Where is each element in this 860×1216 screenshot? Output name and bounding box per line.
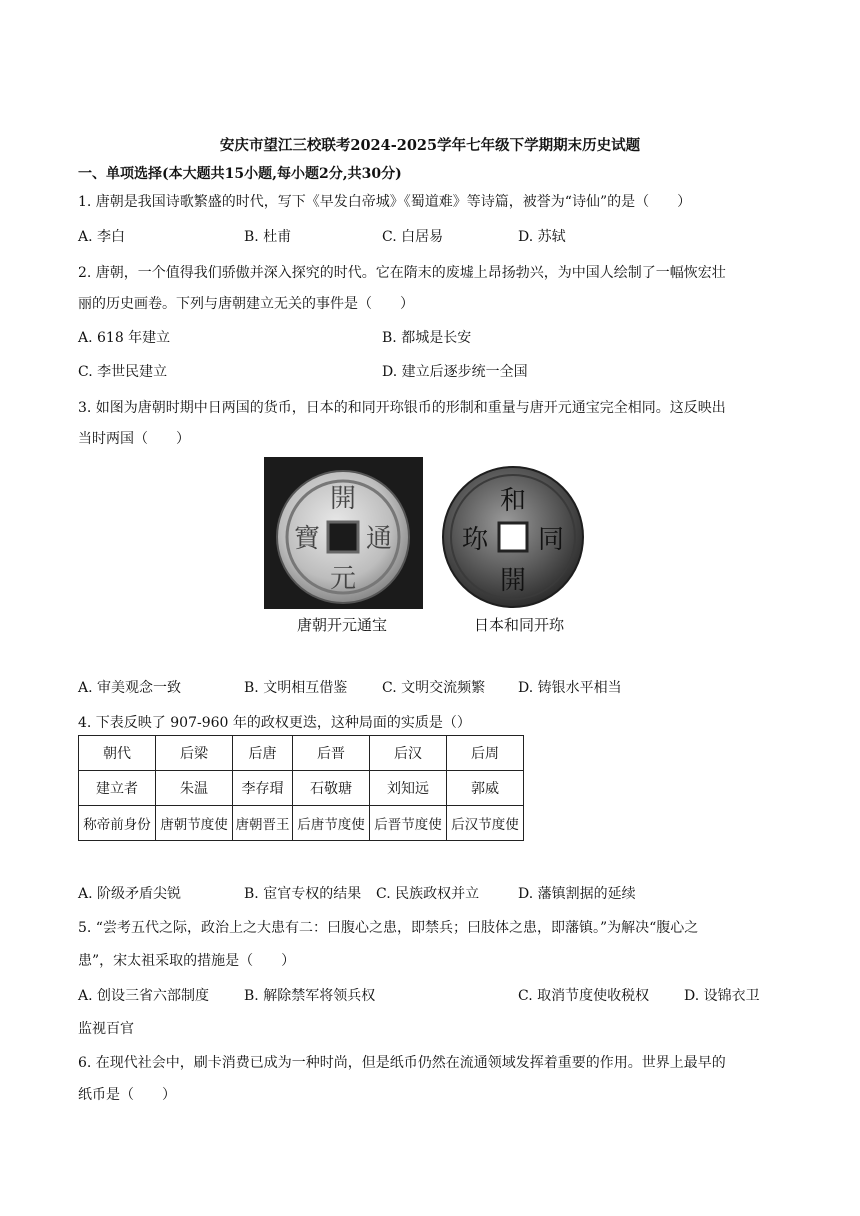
q5-option-b: B. 解除禁军将领兵权 bbox=[244, 988, 376, 1004]
table-cell: 后晋 bbox=[293, 736, 370, 771]
q1-option-d: D. 苏轼 bbox=[518, 229, 566, 245]
question-2-stem-line1: 2. 唐朝，一个值得我们骄傲并深入探究的时代。它在隋末的废墟上昂扬勃兴，为中国人绘制了一幅恢宏壮 bbox=[78, 265, 726, 281]
wado-char-top: 和 bbox=[499, 486, 527, 516]
q1-option-b: B. 杜甫 bbox=[244, 229, 292, 245]
table-cell: 朝代 bbox=[79, 736, 156, 771]
question-6-stem-line2: 纸币是（ ） bbox=[78, 1087, 176, 1103]
coin-figure bbox=[264, 457, 598, 640]
question-3-stem-line1: 3. 如图为唐朝时期中日两国的货币，日本的和同开珎银币的形制和重量与唐开元通宝完全相同。这反映出 bbox=[78, 400, 726, 416]
table-cell: 后汉节度使 bbox=[447, 806, 524, 841]
table-cell: 称帝前身份 bbox=[79, 806, 156, 841]
question-5-stem-line2: 患”，宋太祖采取的措施是（ ） bbox=[78, 953, 296, 969]
q3-option-a: A. 审美观念一致 bbox=[78, 680, 182, 696]
table-cell: 后唐 bbox=[233, 736, 293, 771]
wado-char-right: 同 bbox=[537, 525, 565, 555]
wadokaichin-caption: 日本和同开珎 bbox=[474, 616, 565, 634]
q5-option-c: C. 取消节度使收税权 bbox=[518, 988, 650, 1004]
question-2-stem-line2: 丽的历史画卷。下列与唐朝建立无关的事件是（ ） bbox=[78, 296, 414, 312]
q5-option-d-continuation: 监视百官 bbox=[78, 1021, 134, 1037]
table-cell: 唐朝晋王 bbox=[233, 806, 293, 841]
table-row bbox=[79, 806, 524, 841]
q5-option-a: A. 创设三省六部制度 bbox=[78, 988, 210, 1004]
q4-option-d: D. 藩镇割据的延续 bbox=[518, 886, 636, 902]
question-3-stem-line2: 当时两国（ ） bbox=[78, 431, 190, 447]
q2-option-a: A. 618 年建立 bbox=[78, 330, 171, 346]
table-cell: 后汉 bbox=[370, 736, 447, 771]
q4-option-b: B. 宦官专权的结果 bbox=[244, 886, 362, 902]
q3-option-b: B. 文明相互借鉴 bbox=[244, 680, 348, 696]
q2-option-c: C. 李世民建立 bbox=[78, 364, 168, 380]
wadokaichin-coin-icon bbox=[427, 457, 598, 609]
table-cell: 刘知远 bbox=[370, 771, 447, 806]
table-cell: 朱温 bbox=[156, 771, 233, 806]
table-row bbox=[79, 736, 524, 771]
table-cell: 后晋节度使 bbox=[370, 806, 447, 841]
page-title: 安庆市望江三校联考2024-2025学年七年级下学期期末历史试题 bbox=[219, 137, 641, 154]
q1-option-c: C. 白居易 bbox=[382, 229, 444, 245]
kaiyuan-char-left: 寶 bbox=[293, 524, 321, 554]
kaiyuan-char-top: 開 bbox=[329, 484, 357, 514]
q3-option-d: D. 铸银水平相当 bbox=[518, 680, 622, 696]
question-1-stem: 1. 唐朝是我国诗歌繁盛的时代，写下《早发白帝城》《蜀道难》等诗篇，被誉为“诗仙”的是（ ） bbox=[78, 194, 692, 210]
section-heading: 一、单项选择(本大题共15小题,每小题2分,共30分) bbox=[78, 166, 402, 182]
question-6-stem-line1: 6. 在现代社会中，刷卡消费已成为一种时尚，但是纸币仍然在流通领域发挥着重要的作用。世界上最早的 bbox=[78, 1055, 726, 1071]
kaiyuan-coin-icon bbox=[264, 457, 423, 609]
table-row bbox=[79, 771, 524, 806]
table-cell: 唐朝节度使 bbox=[156, 806, 233, 841]
q1-option-a: A. 李白 bbox=[78, 229, 126, 245]
kaiyuan-char-right: 通 bbox=[365, 524, 393, 554]
kaiyuan-char-bottom: 元 bbox=[329, 564, 357, 594]
table-cell: 后周 bbox=[447, 736, 524, 771]
kaiyuan-caption: 唐朝开元通宝 bbox=[297, 616, 388, 634]
q5-option-d: D. 设锦衣卫 bbox=[684, 988, 760, 1004]
table-cell: 后唐节度使 bbox=[293, 806, 370, 841]
q2-option-d: D. 建立后逐步统一全国 bbox=[382, 364, 528, 380]
q2-option-b: B. 都城是长安 bbox=[382, 330, 472, 346]
q3-option-c: C. 文明交流频繁 bbox=[382, 680, 486, 696]
table-cell: 郭威 bbox=[447, 771, 524, 806]
wado-char-bottom: 開 bbox=[499, 566, 527, 596]
question-5-stem-line1: 5. “尝考五代之际，政治上之大患有二：曰腹心之患，即禁兵；曰肢体之患，即藩镇。”为解决“腹心之 bbox=[78, 920, 699, 936]
table-cell: 后梁 bbox=[156, 736, 233, 771]
kaiyuan-coin-photo bbox=[264, 457, 423, 609]
regime-table bbox=[78, 735, 524, 841]
table-cell: 石敬瑭 bbox=[293, 771, 370, 806]
wado-char-left: 珎 bbox=[461, 525, 489, 555]
table-cell: 李存瑁 bbox=[233, 771, 293, 806]
table-cell: 建立者 bbox=[79, 771, 156, 806]
question-4-stem: 4. 下表反映了 907-960 年的政权更迭，这种局面的实质是（） bbox=[78, 715, 471, 731]
q4-option-a: A. 阶级矛盾尖锐 bbox=[78, 886, 182, 902]
q4-option-c: C. 民族政权并立 bbox=[376, 886, 480, 902]
